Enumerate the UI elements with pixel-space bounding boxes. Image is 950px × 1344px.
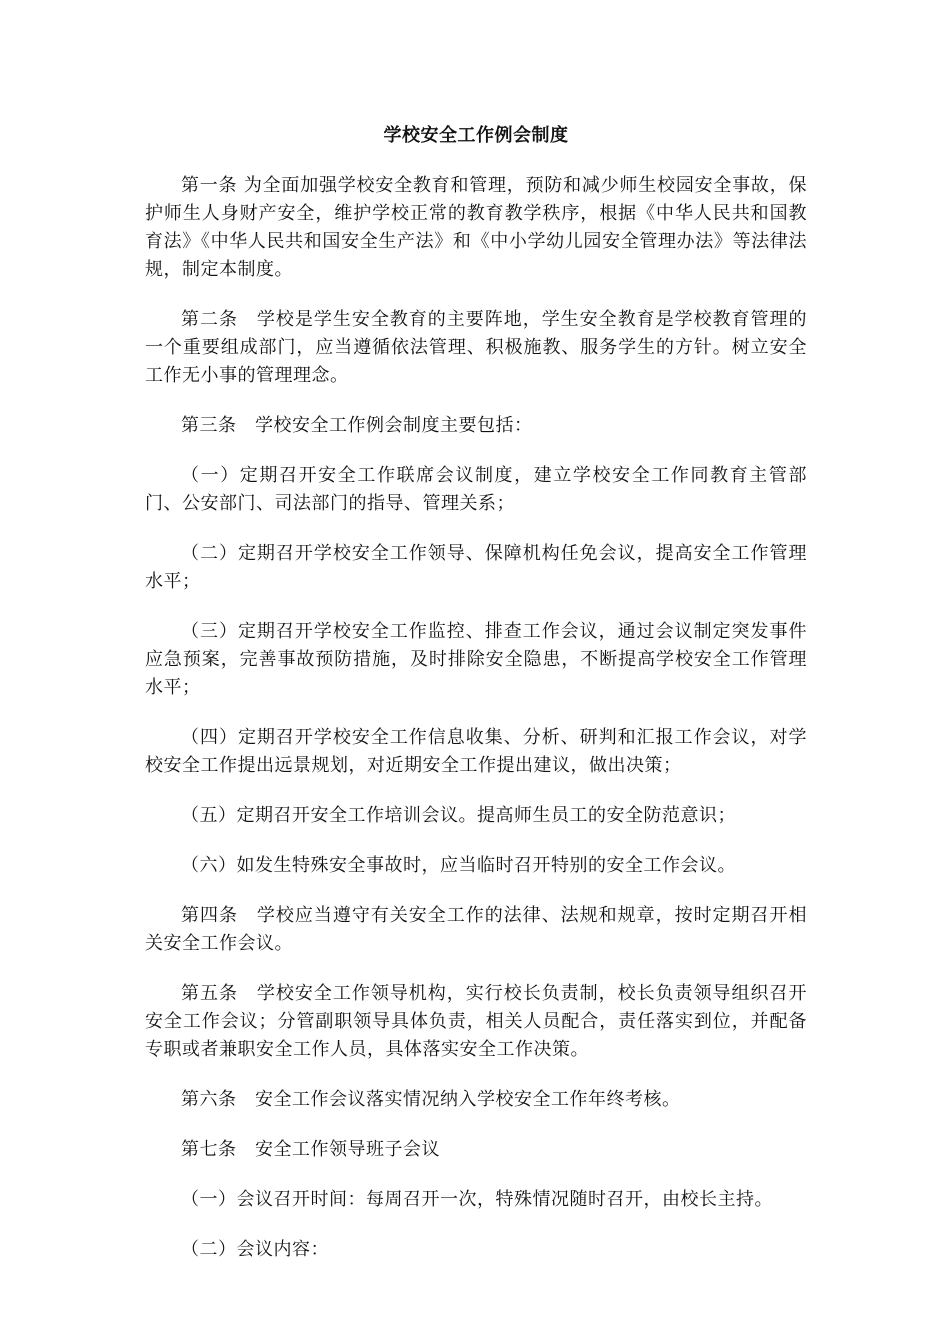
article-5: 第五条 学校安全工作领导机构，实行校长负责制，校长负责领导组织召开安全工作会议；分管副职领导具体负责，相关人员配合，责任落实到位，并配备专职或者兼职安全工作人员，具体落实安全工作决策。 [145,983,807,1060]
article-3-item-4: （四）定期召开学校安全工作信息收集、分析、研判和汇报工作会议，对学校安全工作提出远景规划，对近期安全工作提出建议，做出决策； [145,727,807,776]
article-7-item-1: （一）会议召开时间：每周召开一次，特殊情况随时召开，由校长主持。 [181,1189,773,1210]
article-3-item-1: （一）定期召开安全工作联席会议制度，建立学校安全工作同教育主管部门、公安部门、司法部门的指导、管理关系； [145,465,807,514]
article-3-item-2: （二）定期召开学校安全工作领导、保障机构任免会议，提高安全工作管理水平； [145,543,807,592]
article-3-item-6: （六）如发生特殊安全事故时，应当临时召开特别的安全工作会议。 [181,855,736,876]
article-3: 第三条 学校安全工作例会制度主要包括： [181,415,533,436]
article-3-item-3: （三）定期召开学校安全工作监控、排查工作会议，通过会议制定突发事件应急预案，完善事故预防措施，及时排除安全隐患，不断提高学校安全工作管理水平； [145,621,807,698]
article-7: 第七条 安全工作领导班子会议 [181,1139,440,1160]
article-6: 第六条 安全工作会议落实情况纳入学校安全工作年终考核。 [181,1089,681,1110]
article-1: 第一条 为全面加强学校安全教育和管理，预防和减少师生校园安全事故，保护师生人身财产安全，维护学校正常的教育教学秩序，根据《中华人民共和国教育法》《中华人民共和国安全生产法》和《中小学幼儿园安全管理办法》等法律法规，制定本制度。 [145,175,807,280]
document-title: 学校安全工作例会制度 [383,125,569,146]
article-2: 第二条 学校是学生安全教育的主要阵地，学生安全教育是学校教育管理的一个重要组成部门，应当遵循依法管理、积极施教、服务学生的方针。树立安全工作无小事的管理理念。 [145,309,807,386]
document-body [145,122,807,1286]
article-3-item-5: （五）定期召开安全工作培训会议。提高师生员工的安全防范意识； [181,805,736,826]
article-4: 第四条 学校应当遵守有关安全工作的法律、法规和规章，按时定期召开相关安全工作会议。 [145,905,807,954]
article-7-item-2: （二）会议内容： [181,1239,329,1260]
